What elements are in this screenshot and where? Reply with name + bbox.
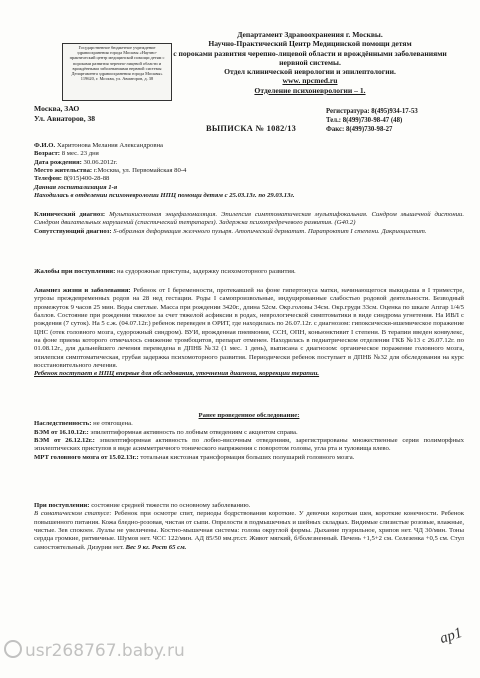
header-line-5: Отдел клинической неврологии и эпилептологии. bbox=[224, 67, 396, 77]
header-line-1: Департамент Здравоохранения г. Москвы. bbox=[237, 30, 383, 39]
patient-info bbox=[34, 142, 464, 200]
watermark-icon bbox=[4, 640, 22, 658]
exams-title: Ранее проведенное обследование: bbox=[198, 412, 300, 419]
somatic-label: В соматическом статусе: bbox=[34, 510, 112, 518]
clinical-diagnosis-text: Мультикистозная энцефаломаляция. Эпилепсия симптоматическая мультифокальная. Синдром мышечной дистонии. Синдром двигательных нарушений (спастический тетрапарез). Задержка психопредречевого развития. (G40.2) bbox=[34, 211, 465, 227]
complaints-label: Жалобы при поступлении: bbox=[34, 268, 116, 275]
admission-section bbox=[34, 502, 464, 552]
header-department: Отделение психоневрологии – 1. bbox=[254, 85, 366, 95]
somatic-text: Ребенок при осмотре спит, периоды бодрствования короткие. У девочки короткая шея, короткие конечности. Ребенок повышенного питания. Кожа бледно-розовая, чистая от сыпи. Опрелости в подмышечных и шейных складках. Видимые слизистые розовые, влажные, чистые. Зев спокоен. Лузлы не увеличены. Костно-мышечная система: голова округлой формы. Дыхание пуэрильное, хрипов нет. ЧД 30/мин. Тоны сердца громкие, ритмичные. Шумов нет. ЧСС 122/мин. АД 85/50 мм.рт.ст. Живот мягкий, б/болезненный. Печень +1,5+2 см. Селезенка +0,5 см. Стул самостоятельный. Дизурии нет. bbox=[34, 510, 465, 551]
dob-label: Дата рождения: bbox=[34, 158, 82, 166]
header-line-3: с пороками развития черепно-лицевой области и врождёнными заболеваниями bbox=[173, 48, 447, 58]
fio-label: Ф.И.О. bbox=[34, 142, 56, 149]
admission-label: При поступлении: bbox=[34, 502, 90, 509]
header-line-4: нервной системы. bbox=[279, 57, 341, 67]
age-label: Возраст: bbox=[34, 150, 61, 158]
associated-diagnosis-text: S-образная деформация желчного пузыря. Атопический дерматит. Парапроктит I степени. Дакриоцистит. bbox=[113, 227, 427, 235]
anamnesis-section bbox=[34, 287, 464, 379]
home-value: г.Москва, ул. Первомайская 80-4 bbox=[93, 167, 187, 175]
complaints-text: на судорожные приступы, задержку психомоторного развития. bbox=[117, 268, 296, 275]
anamnesis-label: Анамнез жизни и заболевания: bbox=[34, 287, 131, 294]
height-value: Рост 65 см. bbox=[151, 543, 187, 551]
clinical-diagnosis-label: Клинический диагноз: bbox=[34, 211, 106, 218]
stamp-text: Государственное бюджетное учреждение здравоохранения города Москвы «Научно-практический центр медицинской помощи детям с пороками развития черепно-лицевой области и врождёнными заболеваниями нервной системы Департамента здравоохранения города Москвы» 119620, г. Москва, ул. Авиаторов, д. 38 bbox=[69, 45, 165, 82]
contact-fax: Факс: 8(499)730-98-27 bbox=[326, 126, 393, 133]
fio-value: Харитонова Мелания Александровна bbox=[56, 142, 164, 149]
diagnosis-section bbox=[34, 211, 464, 236]
address-street: Ул. Авиаторов, 38 bbox=[34, 114, 96, 123]
admission-text: состояние средней тяжести по основному заболеванию. bbox=[91, 502, 251, 509]
eeg1-text: эпилептиформная активность по лобным отведениям с акцентом справа. bbox=[90, 428, 298, 436]
eeg1-label: ВЭМ от 16.10.12г.: bbox=[34, 428, 89, 436]
watermark bbox=[4, 640, 185, 661]
contact-registry: Регистратура: 8(495)934-17-53 bbox=[326, 108, 418, 115]
eeg2-label: ВЭМ от 26.12.12г.: bbox=[34, 437, 95, 445]
clinic-contacts bbox=[326, 107, 418, 134]
document-header bbox=[150, 30, 470, 95]
clinic-address bbox=[34, 104, 95, 124]
heredity-text: не отягощена. bbox=[93, 420, 133, 428]
associated-diagnosis-label: Сопутствующий диагноз: bbox=[34, 227, 112, 235]
hospitalization-label: Данная госпитализация 1-я bbox=[34, 183, 118, 191]
anamnesis-text: Ребенок от I беременности, протекавшей на фоне гипертонуса матки, начинающегося выкидыша в I триместре, угрозы преждевременных родов на 28 нед гестации. Роды I самопроизвольные, индуцированные слабостью родовой деятельности. Безводный промежуток 9 часов 25 мин. Воды светлые. Масса при рождении 3420г., длина 52см. Окр.головы 34см. Окр.груди 33см. Оценка по шкале Апгар 1/4/5 баллов. Состояние при рождении тяжелое за счет тяжелой асфиксии в родах, неврологической симптоматики в виде синдрома угнетения. На ИВЛ с рождения (7 суток). На 5 с.ж. (04.07.12г.) ребенок переведен в ОРИТ, где находилась по 26.07.12г. с диагнозом: гипоксически-ишемическое поражение ЦНС (отек головного мозга, судорожный синдром). ВУИ, врожденная пневмония, ССН, ОПН, коньюнктивит I степени. В терапии введен конвулекс, на фоне приема которого отмечалось снижение тромбоцитов, препарат отменен. Находилась в педиатрическом отделении ГКБ №13 с 26.07.12г. по 01.08.12г., для дальнейшего лечения переведена в ДПНБ №32 (1 мес. 1 день), выписана с диагнозом: органическое поражение головного мозга, эпилепсия симптоматическая, грубая задержка психомоторного развития. Периодически ребенок поступает в ДПНБ №32 для обследования на курс восстановительного лечения. bbox=[34, 287, 464, 370]
heredity-label: Наследственность: bbox=[34, 420, 92, 428]
weight-value: Вес 9 кг. bbox=[125, 543, 151, 551]
handwritten-signature: ар1 bbox=[437, 624, 465, 648]
age-value: 8 мес. 23 дня bbox=[61, 150, 99, 158]
phone-label: Телефон: bbox=[34, 175, 63, 183]
eeg2-text: эпилептиформная активность по лобно-височным отведениям, зарегистрированы множественные серии полиморфных эпилептических приступов в виде асимметричного тонического напряжения с поворотом головы, угла рта и туловища влево. bbox=[34, 437, 465, 453]
mri-label: МРТ головного мозга от 15.02.13г.: bbox=[34, 453, 139, 461]
header-line-2: Научно-Практический Центр Медицинской помощи детям bbox=[208, 39, 412, 49]
mri-text: тотальная кистозная трансформация больших полушарий головного мозга. bbox=[140, 453, 355, 461]
exams-section bbox=[34, 412, 464, 462]
admission-purpose: Ребенок поступает в НПЦ впервые для обследования, уточнения диагноза, коррекции терапии. bbox=[34, 370, 320, 378]
home-label: Место жительства: bbox=[34, 167, 93, 175]
document-title: ВЫПИСКА № 1082/13 bbox=[206, 124, 297, 133]
stay-period: Находилась в отделении психоневрологии НПЦ помощи детям с 25.03.13г. по 29.03.13г. bbox=[34, 192, 295, 200]
header-website-link[interactable]: www. npcmed.ru bbox=[282, 76, 338, 86]
contact-phone: Тел.: 8(499)730-98-47 (48) bbox=[326, 117, 403, 124]
phone-value: 8(915)400-28-88 bbox=[63, 175, 110, 183]
dob-value: 30.06.2012г. bbox=[83, 158, 118, 166]
address-city: Москва, ЗАО bbox=[34, 104, 80, 113]
watermark-text: usr268767.baby.ru bbox=[25, 641, 185, 661]
complaints-section bbox=[34, 268, 464, 276]
